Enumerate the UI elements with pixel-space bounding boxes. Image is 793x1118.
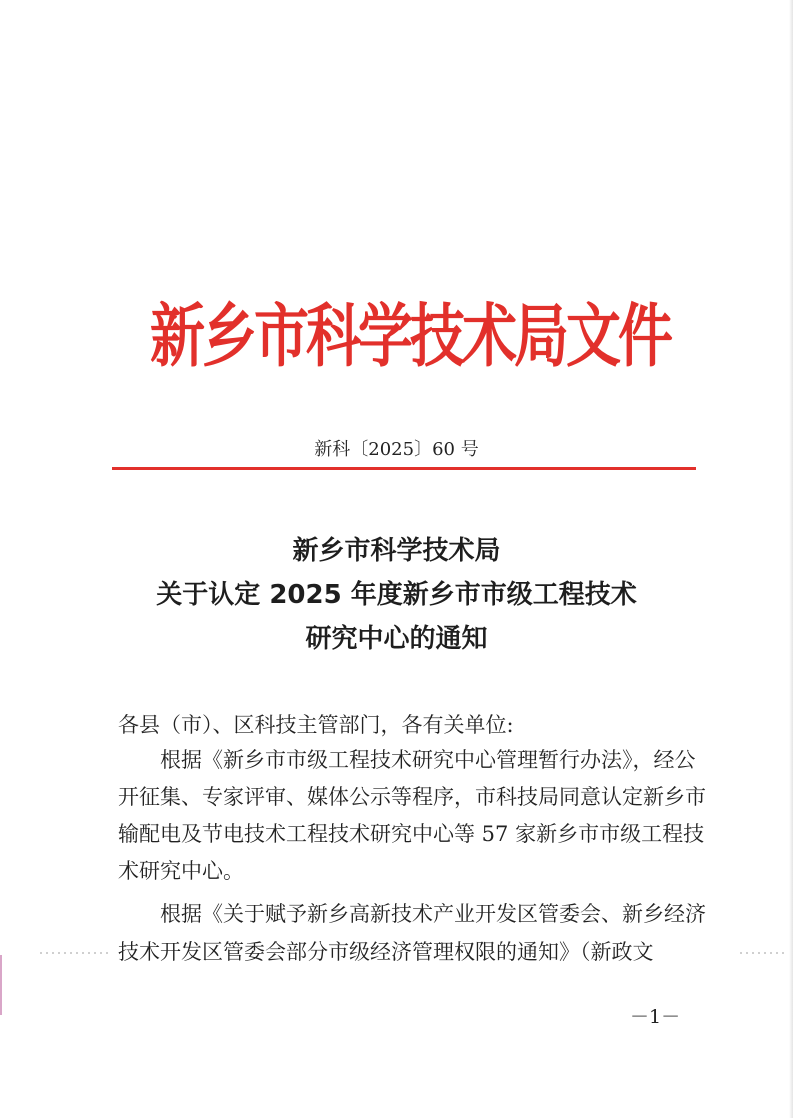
body-paragraph-1-line-1: 根据《新乡市市级工程技术研究中心管理暂行办法》，经公 [160, 748, 696, 772]
scan-artifact-left [40, 952, 110, 954]
body-paragraph-1-line-4: 术研究中心。 [118, 859, 244, 883]
body-paragraph-2-line-1: 根据《关于赋予新乡高新技术产业开发区管委会、新乡经济 [160, 902, 706, 926]
body-paragraph-1-line-3: 输配电及节电技术工程技术研究中心等 57 家新乡市市级工程技 [118, 822, 705, 846]
body-paragraph-1-line-2: 开征集、专家评审、媒体公示等程序，市科技局同意认定新乡市 [118, 785, 706, 809]
notice-title-line-2: 关于认定 2025 年度新乡市市级工程技术 [156, 580, 637, 610]
notice-title-line-1: 新乡市科学技术局 [292, 536, 501, 566]
scan-margin-mark [0, 955, 2, 1015]
document-number: 新科〔2025〕60 号 [314, 439, 479, 460]
body-paragraph-2-line-2: 技术开发区管委会部分市级经济管理权限的通知》（新政文 [118, 940, 654, 964]
notice-title-line-3: 研究中心的通知 [305, 624, 488, 654]
salutation: 各县（市）、区科技主管部门，各有关单位: [118, 713, 514, 737]
scan-artifact-right [740, 952, 785, 954]
issuer-title: 新乡市科学技术局文件 [150, 296, 671, 376]
page-number: －1－ [630, 1006, 681, 1028]
red-separator-rule [112, 467, 696, 470]
